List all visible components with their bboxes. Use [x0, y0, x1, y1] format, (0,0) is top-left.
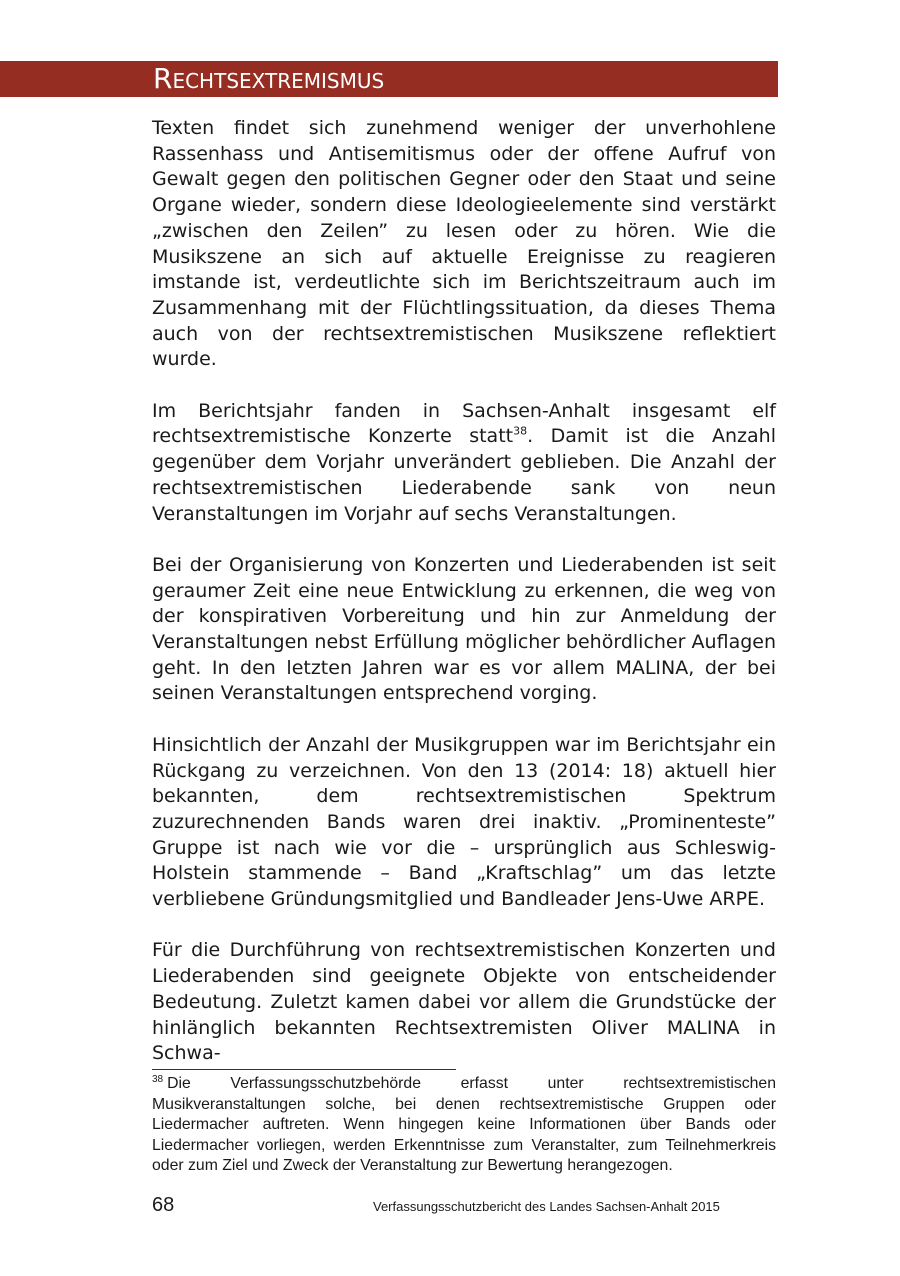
footnote-reference[interactable]: 38 [513, 425, 528, 439]
paragraph-1: Texten findet sich zunehmend weniger der unverhohlene Rassenhass und Antisemitismus oder der offene Aufruf von Gewalt gegen den politischen Gegner oder den Staat und seine Organe wieder, sondern diese Ideologieelemente sind verstärkt „zwischen den Zeilen” zu lesen oder zu hören. Wie die Musikszene an sich auf aktuelle Ereignisse zu reagieren imstande ist, verdeutlichte sich im Berichtszeitraum auch im Zusammenhang mit der Flüchtlingssituation, da dieses Thema auch von der rechtsextremistischen Musikszene reflektiert wurde. [152, 117, 776, 371]
footnote [152, 1074, 776, 1177]
paragraph-4: Hinsichtlich der Anzahl der Musikgruppen war im Berichtsjahr ein Rückgang zu verzeichnen. Von den 13 (2014: 18) aktuell hier bekannten, dem rechtsextremistischen Spektrum zuzurechnenden Bands waren drei inaktiv. „Prominenteste” Gruppe ist nach wie vor die – ursprünglich aus Schleswig-Holstein stammende – Band „Kraftschlag” um das letzte verbliebene Gründungsmitglied und Bandleader Jens-Uwe ARPE. [152, 733, 776, 911]
footnote-marker: 38 [152, 1073, 164, 1085]
chapter-header-bar [0, 61, 778, 97]
chapter-title: Rechtsextremismus [153, 62, 385, 95]
paragraph-5: Für die Durchführung von rechtsextremistischen Konzerten und Liederabenden sind geeignete Objekte von entscheidender Bedeutung. Zuletzt kamen dabei vor allem die Grundstücke der hinlänglich bekannten Rechtsextremisten Oliver MALINA in Schwa- [152, 939, 776, 1065]
paragraph-2-rest: . Damit ist die Anzahl gegenüber dem Vorjahr unverändert geblieben. Die Anzahl der rechtsextremistischen Liederabende sank von neun Veranstaltungen im Vorjahr auf sechs Veranstaltungen. [152, 425, 776, 525]
page-number: 68 [152, 1194, 175, 1216]
paragraph-2-start: Im Berichtsjahr fanden in Sachsen-Anhalt insgesamt elf rechtsextremistische Konzerte statt [152, 399, 776, 448]
running-footer-title: Verfassungsschutzbericht des Landes Sachsen-Anhalt 2015 [373, 1199, 720, 1214]
paragraph-3: Bei der Organisierung von Konzerten und Liederabenden ist seit geraumer Zeit eine neue Entwicklung zu erkennen, die weg von der konspirativen Vorbereitung und hin zur Anmeldung der Veranstaltungen nebst Erfüllung möglicher behördlicher Auflagen geht. In den letzten Jahren war es vor allem MALINA, der bei seinen Veranstaltungen entsprechend vorging. [152, 553, 776, 705]
footnote-text: Die Verfassungsschutzbehörde erfasst unter rechtsextremistischen Musikveranstaltungen solche, bei denen rechtsextremistische Gruppen oder Liedermacher auftreten. Wenn hingegen keine Informationen über Bands oder Liedermacher vorliegen, werden Erkenntnisse zum Veranstalter, zum Teilnehmerkreis oder zum Ziel und Zweck der Veranstaltung zur Bewertung herangezogen. [152, 1075, 776, 1175]
body-text [152, 116, 776, 1093]
footnote-separator [152, 1069, 456, 1070]
paragraph-2 [152, 399, 776, 528]
